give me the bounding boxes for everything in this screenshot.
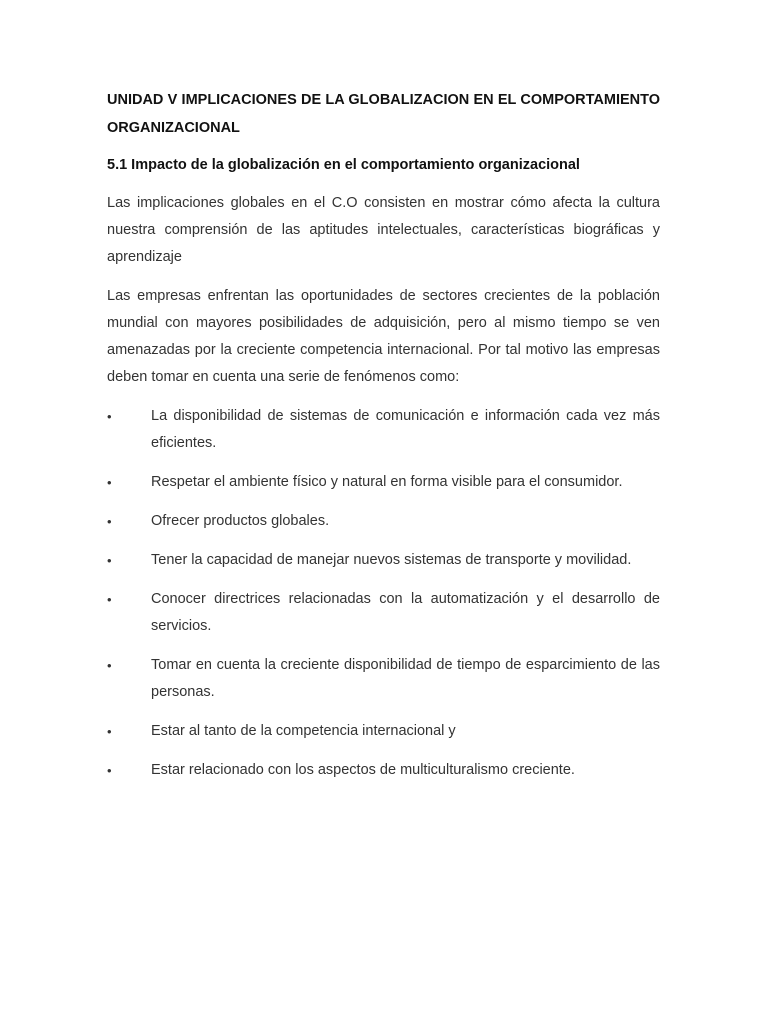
bullet-icon: • xyxy=(107,409,112,424)
list-item xyxy=(107,469,660,496)
phenomena-list xyxy=(107,403,660,784)
paragraph-intro: Las implicaciones globales en el C.O consisten en mostrar cómo afecta la cultura nuestra comprensión de las aptitudes intelectuales, características biográficas y aprendizaje xyxy=(107,195,660,265)
bullet-icon: • xyxy=(107,514,112,529)
list-item xyxy=(107,718,660,745)
paragraph-companies: Las empresas enfrentan las oportunidades de sectores crecientes de la población mundial con mayores posibilidades de adquisición, pero al mismo tiempo se ven amenazadas por la creciente competencia internacional. Por tal motivo las empresas deben tomar en cuenta una serie de fenómenos como: xyxy=(107,288,660,385)
document-page xyxy=(107,86,660,796)
list-item-text: Ofrecer productos globales. xyxy=(151,513,330,529)
bullet-icon: • xyxy=(107,475,112,490)
list-item xyxy=(107,652,660,706)
section-heading: 5.1 Impacto de la globalización en el comportamiento organizacional xyxy=(107,157,580,173)
bullet-icon: • xyxy=(107,553,112,568)
list-item xyxy=(107,547,660,574)
list-item xyxy=(107,586,660,640)
list-item xyxy=(107,757,660,784)
list-item xyxy=(107,403,660,457)
list-item-text: Estar relacionado con los aspectos de multiculturalismo creciente. xyxy=(151,762,575,778)
bullet-icon: • xyxy=(107,592,112,607)
list-item-text: Tomar en cuenta la creciente disponibilidad de tiempo de esparcimiento de las personas. xyxy=(151,657,660,700)
list-item-text: Tener la capacidad de manejar nuevos sistemas de transporte y movilidad. xyxy=(151,552,632,568)
list-item-text: La disponibilidad de sistemas de comunicación e información cada vez más eficientes. xyxy=(151,408,660,451)
bullet-icon: • xyxy=(107,724,112,739)
list-item-text: Conocer directrices relacionadas con la automatización y el desarrollo de servicios. xyxy=(151,591,660,634)
bullet-icon: • xyxy=(107,658,112,673)
document-title: UNIDAD V IMPLICACIONES DE LA GLOBALIZACION EN EL COMPORTAMIENTO ORGANIZACIONAL xyxy=(107,92,660,136)
list-item-text: Estar al tanto de la competencia internacional y xyxy=(151,723,456,739)
bullet-icon: • xyxy=(107,763,112,778)
list-item xyxy=(107,508,660,535)
list-item-text: Respetar el ambiente físico y natural en forma visible para el consumidor. xyxy=(151,474,623,490)
